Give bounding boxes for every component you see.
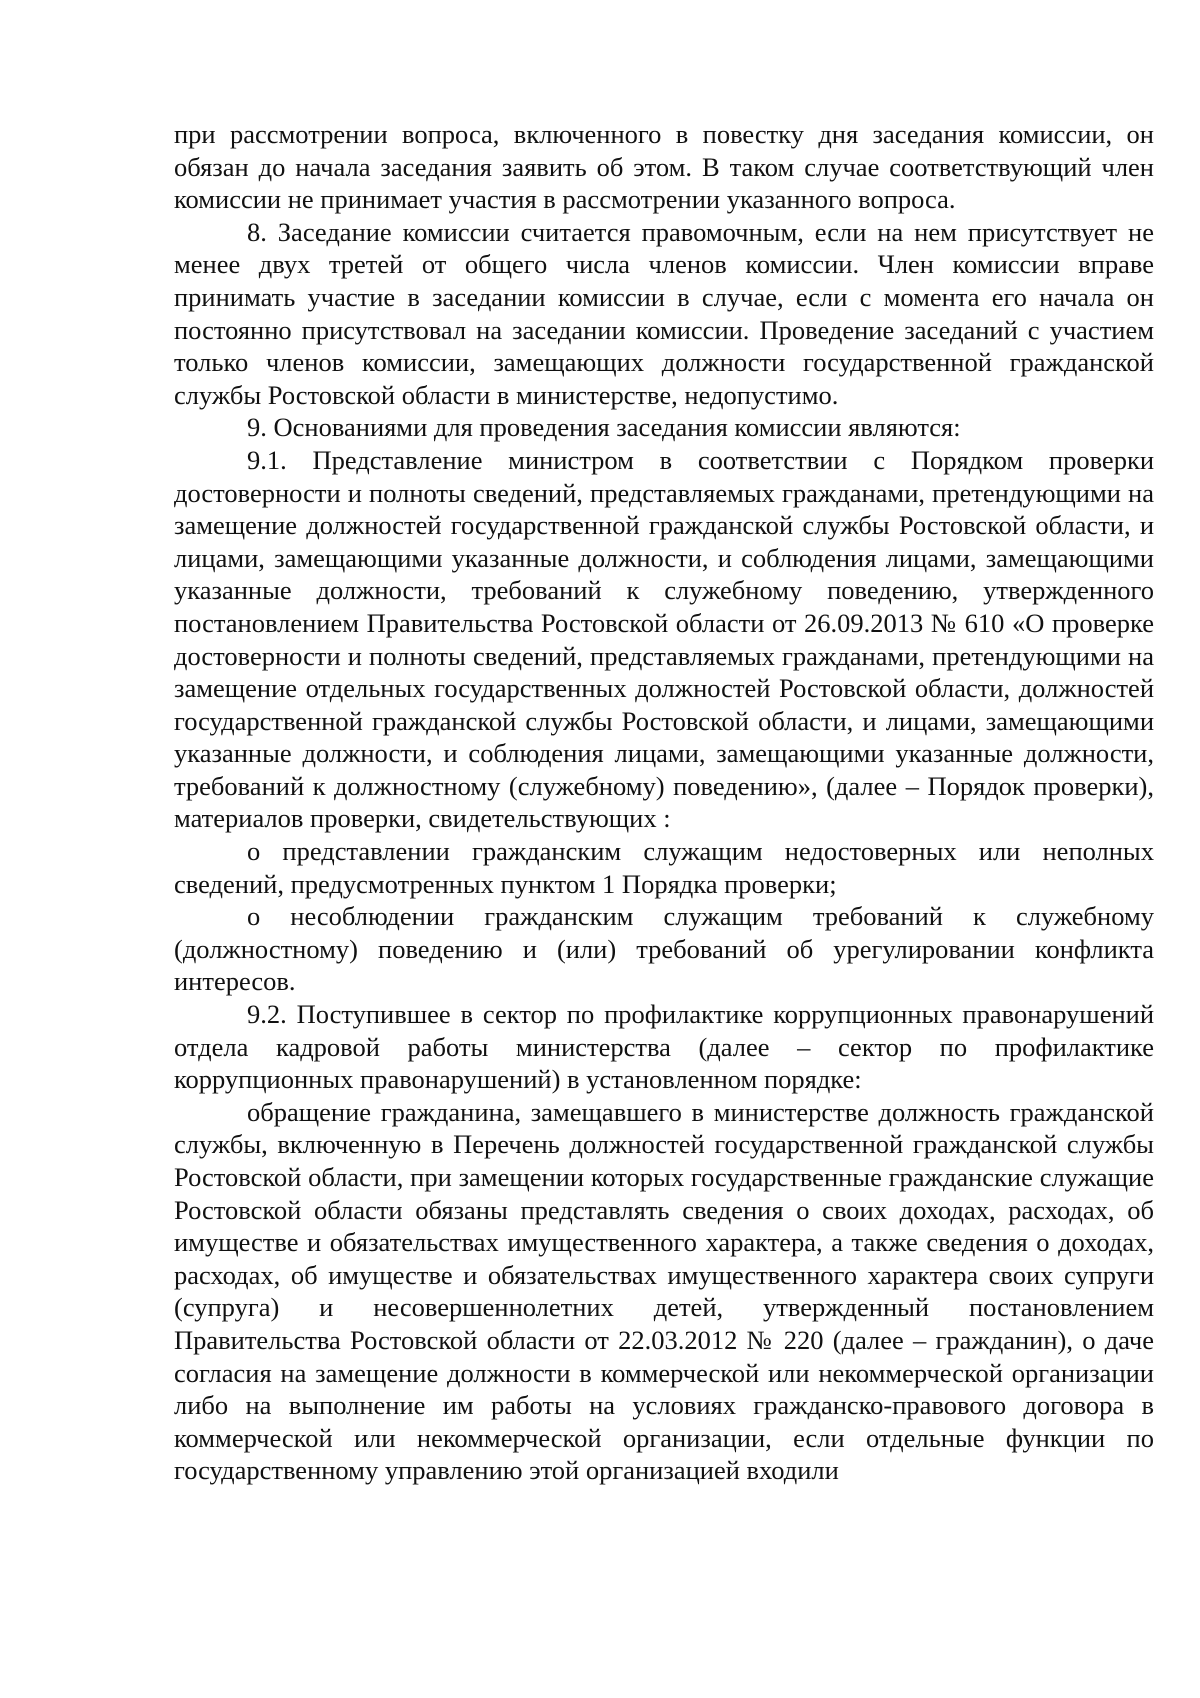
paragraph-item-9-2: 9.2. Поступившее в сектор по профилактике коррупционных правонарушений отдела кадровой работы министерства (далее – сектор по профилактике коррупционных правонарушений) в установленном порядке: <box>174 999 1154 1095</box>
paragraph-subitem-nonobservance: о несоблюдении гражданским служащим требований к служебному (должностному) поведению и (или) требований об урегулировании конфликта интересов. <box>174 901 1154 997</box>
paragraph-item-9: 9. Основаниями для проведения заседания комиссии являются: <box>247 412 961 443</box>
paragraph-item-9-1: 9.1. Представление министром в соответствии с Порядком проверки достоверности и полноты сведений, представляемых гражданами, претендующими на замещение должностей государственной гражданской службы Ростовской области, и лицами, замещающими указанные должности, и соблюдения лицами, замещающими указанные должности, требований к служебному поведению, утвержденного постановлением Правительства Ростовской области от 26.09.2013 № 610 «О проверке достоверности и полноты сведений, представляемых гражданами, претендующими на замещение отдельных государственных должностей Ростовской области, должностей государственной гражданской службы Ростовской области, и лицами, замещающими указанные должности, и соблюдения лицами, замещающими указанные должности, требований к должностному (служебному) поведению», (далее – Порядок проверки), материалов проверки, свидетельствующих : <box>174 444 1154 834</box>
paragraph-citizen-appeal: обращение гражданина, замещавшего в министерстве должность гражданской службы, включенную в Перечень должностей государственной гражданской службы Ростовской области, при замещении которых государственные гражданские служащие Ростовской области обязаны представлять сведения о своих доходах, расходах, об имуществе и обязательствах имущественного характера, а также сведения о доходах, расходах, об имуществе и обязательствах имущественного характера своих супруги (супруга) и несовершеннолетних детей, утвержденный постановлением Правительства Ростовской области от 22.03.2012 № 220 (далее – гражданин), о даче согласия на замещение должности в коммерческой или некоммерческой организации либо на выполнение им работы на условиях гражданско-правового договора в коммерческой или некоммерческой организации, если отдельные функции по государственному управлению этой организацией входили <box>174 1096 1154 1486</box>
document-page <box>174 118 1154 1487</box>
paragraph-subitem-unreliable-info: о представлении гражданским служащим недостоверных или неполных сведений, предусмотренных пунктом 1 Порядка проверки; <box>174 836 1154 899</box>
paragraph-continuation: при рассмотрении вопроса, включенного в повестку дня заседания комиссии, он обязан до начала заседания заявить об этом. В таком случае соответствующий член комиссии не принимает участия в рассмотрении указанного вопроса. <box>174 119 1154 215</box>
paragraph-item-8: 8. Заседание комиссии считается правомочным, если на нем присутствует не менее двух третей от общего числа членов комиссии. Член комиссии вправе принимать участие в заседании комиссии в случае, если с момента его начала он постоянно присутствовал на заседании комиссии. Проведение заседаний с участием только членов комиссии, замещающих должности государственной гражданской службы Ростовской области в министерстве, недопустимо. <box>174 216 1154 410</box>
